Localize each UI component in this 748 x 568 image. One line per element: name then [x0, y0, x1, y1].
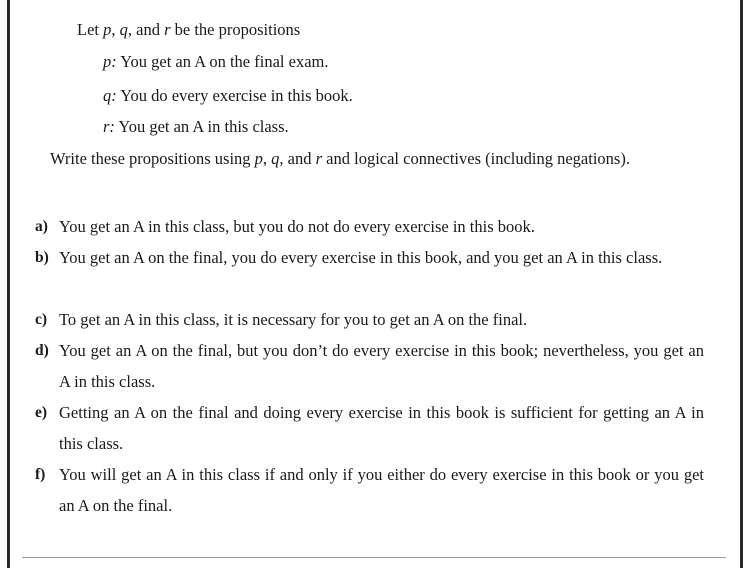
item-text-b: You get an A on the final, you do every exercise in this book, and you get an A in this class. — [59, 248, 663, 267]
left-border — [7, 0, 10, 568]
item-label-b: b) — [35, 249, 49, 266]
item-label-c: c) — [35, 311, 48, 328]
var-p: p — [103, 20, 112, 39]
var-q: q — [119, 20, 128, 39]
item-text-a: You get an A in this class, but you do not do every exercise in this book. — [59, 217, 535, 236]
item-text-f: You will get an A in this class if and only if you either do every exercise in this book or you get an A on the final. — [59, 465, 704, 515]
instruction-line: Write these propositions using p, q, and r and logical connectives (including negations). — [50, 149, 630, 168]
item-label-a: a) — [35, 218, 48, 235]
definition-q: q: You do every exercise in this book. — [103, 86, 353, 105]
right-border — [740, 0, 743, 568]
item-text-c: To get an A in this class, it is necessary for you to get an A on the final. — [59, 310, 528, 329]
definition-r: r: You get an A in this class. — [103, 117, 289, 136]
var-r: r — [164, 20, 171, 39]
item-text-e: Getting an A on the final and doing every exercise in this book is sufficient for getting an A in this class. — [59, 403, 704, 453]
item-label-e: e) — [35, 404, 48, 421]
intro-line: Let p, q, and r be the propositions — [77, 20, 301, 39]
bottom-divider — [22, 557, 726, 558]
item-label-d: d) — [35, 342, 49, 359]
item-text-d: You get an A on the final, but you don’t do every exercise in this book; nevertheless, you get an A in this class. — [59, 341, 704, 391]
definition-p: p: You get an A on the final exam. — [103, 52, 329, 71]
item-label-f: f) — [35, 466, 46, 483]
